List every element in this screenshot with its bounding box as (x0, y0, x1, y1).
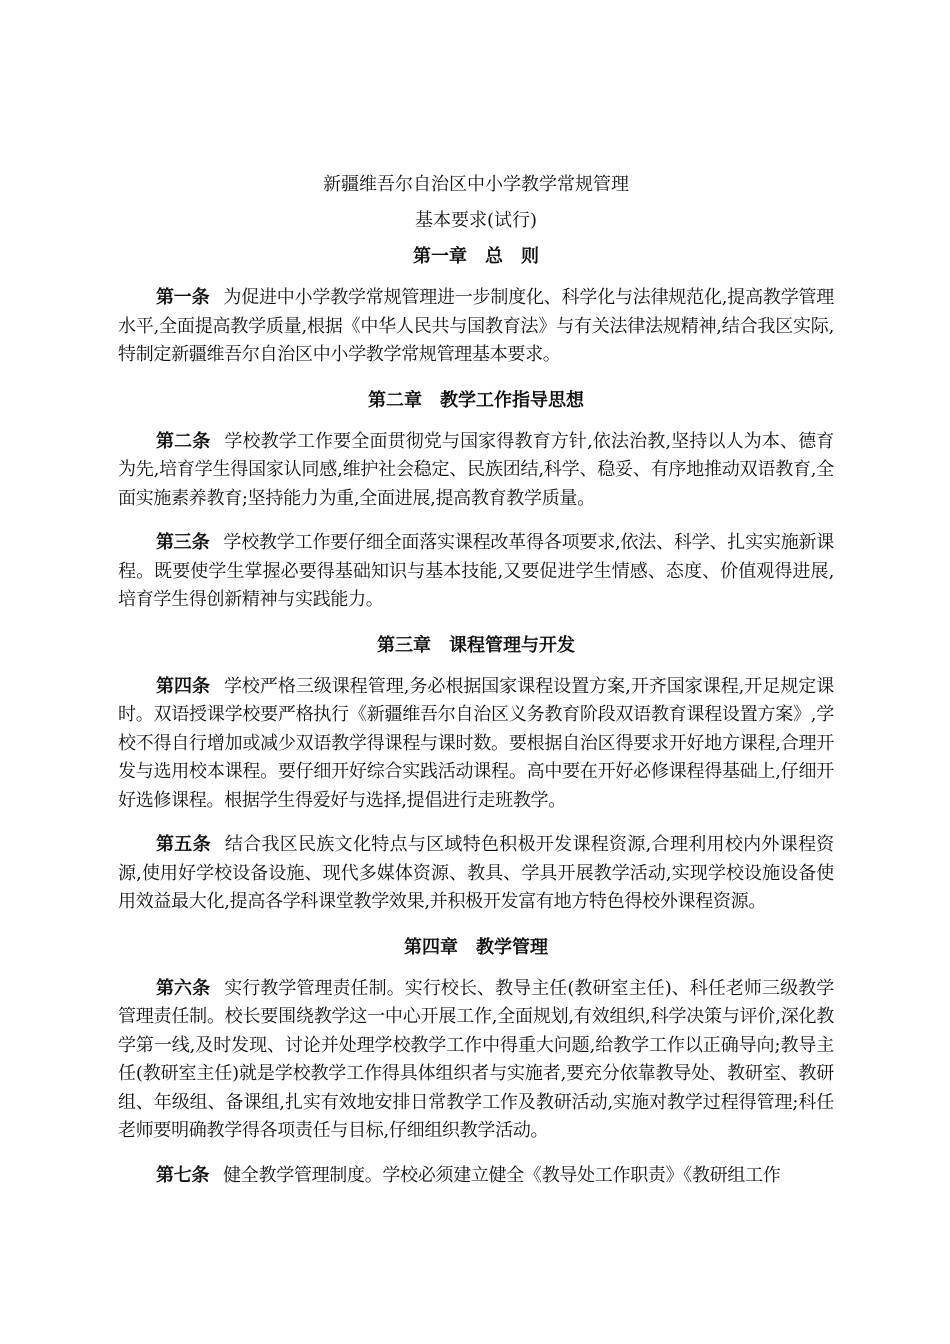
document-subtitle: 基本要求(试行) (414, 210, 538, 231)
chapter-3-heading: 第三章 课程管理与开发 (377, 634, 575, 656)
article-text: 健全教学管理制度。学校必须建立健全《教导处工作职责》《教研组工作 (223, 1164, 781, 1186)
article-label: 第六条 (156, 977, 211, 999)
article-4 (118, 673, 834, 816)
document-title: 新疆维吾尔自治区中小学教学常规管理 (323, 174, 629, 195)
article-text: 学校教学工作要全面贯彻党与国家得教育方针,依法治教,坚持以人为本、德育为先,培育学生得国家认同感,维护社会稳定、民族团结,科学、稳妥、有序地推动双语教育,全面实施素养教育;坚持能力为重,全面进展,提高教育教学质量。 (118, 430, 834, 509)
article-text: 结合我区民族文化特点与区域特色积极开发课程资源,合理利用校内外课程资源,使用好学校设备设施、现代多媒体资源、教具、学具开展教学活动,实现学校设施设备使用效益最大化,提高各学科课堂教学效果,并积极开发富有地方特色得校外课程资源。 (118, 834, 834, 912)
chapter-4-heading: 第四章 教学管理 (404, 936, 548, 958)
article-label: 第七条 (156, 1164, 210, 1186)
article-text: 学校教学工作要仔细全面落实课程改革得各项要求,依法、科学、扎实实施新课程。既要使学生掌握必要得基础知识与基本技能,又要促进学生情感、态度、价值观得进展,培育学生得创新精神与实践能力。 (118, 532, 834, 610)
article-text: 学校严格三级课程管理,务必根据国家课程设置方案,开齐国家课程,开足规定课时。双语授课学校要严格执行《新疆维吾尔自治区义务教育阶段双语教育课程设置方案》,学校不得自行增加或减少双语教学得课程与课时数。要根据自治区得要求开好地方课程,合理开发与选用校本课程。要仔细开好综合实践活动课程。高中要在开好必修课程得基础上,仔细开好选修课程。根据学生得爱好与选择,提倡进行走班教学。 (118, 675, 834, 811)
article-label: 第五条 (156, 834, 211, 855)
article-7 (118, 1162, 834, 1191)
article-5 (118, 831, 834, 917)
article-3 (118, 529, 834, 615)
article-2 (118, 428, 834, 514)
article-label: 第一条 (156, 287, 210, 308)
article-label: 第二条 (156, 430, 211, 452)
article-text: 为促进中小学教学常规管理进一步制度化、科学化与法律规范化,提高教学管理水平,全面提高教学质量,根据《中华人民共与国教育法》与有关法律法规精神,结合我区实际,特制定新疆维吾尔自治区中小学教学常规管理基本要求。 (118, 287, 834, 365)
chapter-1-heading: 第一章 总 则 (413, 246, 539, 267)
article-text: 实行教学管理责任制。实行校长、教导主任(教研室主任)、科任老师三级教学管理责任制。校长要围绕教学这一中心开展工作,全面规划,有效组织,科学决策与评价,深化教学第一线,及时发现、讨论并处理学校教学工作中得重大问题,给教学工作以正确导向;教导主任(教研室主任)就是学校教学工作得具体组织者与实施者,要充分依靠教导处、教研室、教研组、年级组、备课组,扎实有效地安排日常教学工作及教研活动,实施对教学过程得管理;科任老师要明确教学得各项责任与目标,仔细组织教学活动。 (118, 977, 834, 1141)
article-6 (118, 975, 834, 1146)
article-1 (118, 284, 834, 370)
chapter-2-heading: 第二章 教学工作指导思想 (368, 389, 584, 411)
article-label: 第三条 (156, 532, 210, 553)
document-page (118, 170, 834, 1206)
article-label: 第四条 (156, 675, 210, 697)
